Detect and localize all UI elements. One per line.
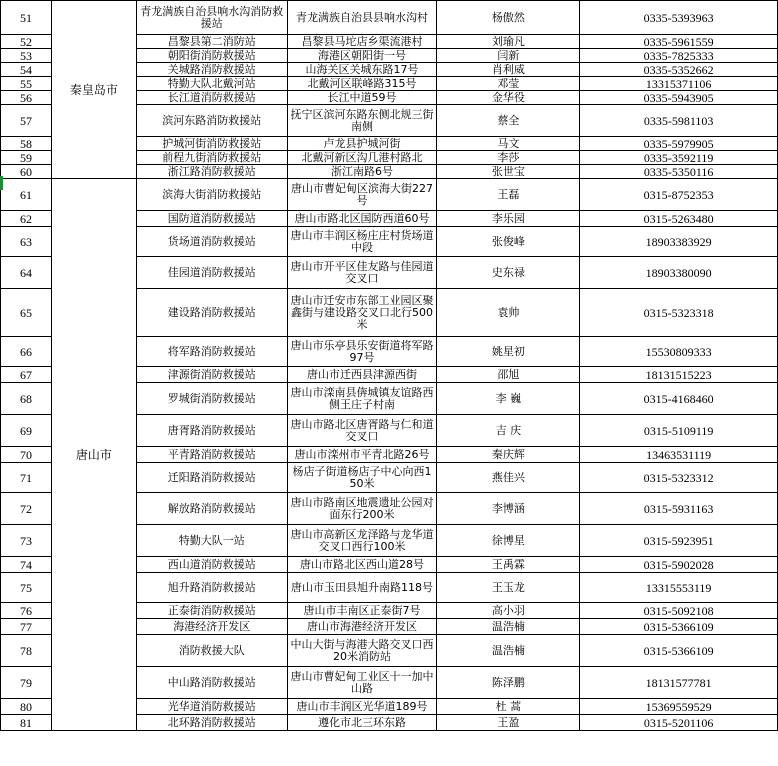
station-name-cell: 朝阳街消防救援站 (136, 49, 287, 63)
phone-cell: 18131577781 (580, 667, 778, 699)
contact-person-cell: 史东禄 (437, 257, 580, 289)
contact-person-cell: 姚星初 (437, 337, 580, 367)
row-number-cell: 54 (1, 63, 52, 77)
address-cell: 唐山市高新区龙泽路与龙华道交叉口西行100米 (287, 525, 437, 557)
contact-person-cell: 杜 蒿 (437, 699, 580, 715)
contact-person-cell: 吉 庆 (437, 415, 580, 447)
station-name-cell: 前程九街消防救援站 (136, 151, 287, 165)
station-name-cell: 平青路消防救援站 (136, 447, 287, 463)
row-number-cell: 81 (1, 715, 52, 731)
station-name-cell: 解放路消防救援站 (136, 493, 287, 525)
phone-cell: 13463531119 (580, 447, 778, 463)
address-cell: 唐山市滦州市平青北路26号 (287, 447, 437, 463)
phone-cell: 18903383929 (580, 227, 778, 257)
row-number-cell: 69 (1, 415, 52, 447)
row-number-cell: 66 (1, 337, 52, 367)
table-body (1, 1, 778, 731)
address-cell: 昌黎县马坨店乡渠流港村 (287, 35, 437, 49)
address-cell: 唐山市海港经济开发区 (287, 619, 437, 635)
contact-person-cell: 邓莹 (437, 77, 580, 91)
address-cell: 唐山市路北区唐胥路与仁和道交叉口 (287, 415, 437, 447)
contact-person-cell: 王盈 (437, 715, 580, 731)
address-cell: 唐山市开平区佳友路与佳园道交叉口 (287, 257, 437, 289)
city-cell: 唐山市 (51, 179, 136, 731)
address-cell: 山海关区关城东路17号 (287, 63, 437, 77)
phone-cell: 0315-5263480 (580, 211, 778, 227)
row-number-cell: 67 (1, 367, 52, 383)
address-cell: 唐山市玉田县旭升南路118号 (287, 573, 437, 603)
contact-person-cell: 王玉龙 (437, 573, 580, 603)
station-name-cell: 特勤大队一站 (136, 525, 287, 557)
contact-person-cell: 袁帅 (437, 289, 580, 337)
contact-person-cell: 陈泽鹏 (437, 667, 580, 699)
row-number-cell: 68 (1, 383, 52, 415)
phone-cell: 0335-5352662 (580, 63, 778, 77)
address-cell: 中山大街与海港大路交叉口西20米消防站 (287, 635, 437, 667)
station-name-cell: 建设路消防救援站 (136, 289, 287, 337)
row-number-cell: 75 (1, 573, 52, 603)
address-cell: 唐山市路南区地震遗址公园对面东行200米 (287, 493, 437, 525)
phone-cell: 0335-5961559 (580, 35, 778, 49)
address-cell: 海港区朝阳街一号 (287, 49, 437, 63)
phone-cell: 0315-5366109 (580, 619, 778, 635)
phone-cell: 0335-5393963 (580, 1, 778, 35)
row-number-cell: 52 (1, 35, 52, 49)
contact-person-cell: 李博涵 (437, 493, 580, 525)
contact-person-cell: 温浩楠 (437, 635, 580, 667)
address-cell: 唐山市迁西县津源西街 (287, 367, 437, 383)
address-cell: 遵化市北三环东路 (287, 715, 437, 731)
phone-cell: 0315-8752353 (580, 179, 778, 211)
station-name-cell: 津源街消防救援站 (136, 367, 287, 383)
address-cell: 唐山市丰润区光华道189号 (287, 699, 437, 715)
address-cell: 长江中道59号 (287, 91, 437, 105)
station-name-cell: 货场道消防救援站 (136, 227, 287, 257)
station-name-cell: 旭升路消防救援站 (136, 573, 287, 603)
station-name-cell: 中山路消防救援站 (136, 667, 287, 699)
address-cell: 唐山市曹妃甸区滨海大街227号 (287, 179, 437, 211)
phone-cell: 0315-5323312 (580, 463, 778, 493)
station-name-cell: 长江道消防救援站 (136, 91, 287, 105)
address-cell: 杨店子街道杨店子中心向西150米 (287, 463, 437, 493)
phone-cell: 15530809333 (580, 337, 778, 367)
contact-person-cell: 肖利威 (437, 63, 580, 77)
row-number-cell: 59 (1, 151, 52, 165)
phone-cell: 0315-5109119 (580, 415, 778, 447)
address-cell: 唐山市丰南区正泰街7号 (287, 603, 437, 619)
row-number-cell: 70 (1, 447, 52, 463)
address-cell: 北戴河区联峰路315号 (287, 77, 437, 91)
contact-person-cell: 高小羽 (437, 603, 580, 619)
row-number-cell: 60 (1, 165, 52, 179)
phone-cell: 13315553119 (580, 573, 778, 603)
station-name-cell: 浙江路消防救援站 (136, 165, 287, 179)
station-name-cell: 唐胥路消防救援站 (136, 415, 287, 447)
address-cell: 唐山市丰润区杨庄庄村货场道中段 (287, 227, 437, 257)
row-number-cell: 80 (1, 699, 52, 715)
phone-cell: 0315-5931163 (580, 493, 778, 525)
contact-person-cell: 王禹霖 (437, 557, 580, 573)
phone-cell: 15369559529 (580, 699, 778, 715)
row-number-cell: 79 (1, 667, 52, 699)
phone-cell: 0315-5323318 (580, 289, 778, 337)
contact-person-cell: 闫新 (437, 49, 580, 63)
station-name-cell: 护城河街消防救援站 (136, 137, 287, 151)
station-name-cell: 西山道消防救援站 (136, 557, 287, 573)
row-selection-marker (0, 176, 3, 190)
contact-person-cell: 李乐园 (437, 211, 580, 227)
phone-cell: 13315371106 (580, 77, 778, 91)
row-number-cell: 62 (1, 211, 52, 227)
row-number-cell: 61 (1, 179, 52, 211)
phone-cell: 0315-5902028 (580, 557, 778, 573)
contact-person-cell: 李 巍 (437, 383, 580, 415)
address-cell: 卢龙县护城河街 (287, 137, 437, 151)
address-cell: 唐山市迁安市东部工业园区聚鑫街与建设路交叉口北行500米 (287, 289, 437, 337)
row-number-cell: 63 (1, 227, 52, 257)
row-number-cell: 56 (1, 91, 52, 105)
phone-cell: 18131515223 (580, 367, 778, 383)
phone-cell: 0335-7825333 (580, 49, 778, 63)
address-cell: 唐山市路北区西山道28号 (287, 557, 437, 573)
phone-cell: 0315-5366109 (580, 635, 778, 667)
phone-cell: 0315-5201106 (580, 715, 778, 731)
station-name-cell: 北环路消防救援站 (136, 715, 287, 731)
row-number-cell: 64 (1, 257, 52, 289)
address-cell: 北戴河新区沟几港村路北 (287, 151, 437, 165)
phone-cell: 0315-5092108 (580, 603, 778, 619)
station-name-cell: 滨河东路消防救援站 (136, 105, 287, 137)
table-row (1, 1, 778, 35)
contact-person-cell: 邵旭 (437, 367, 580, 383)
contact-person-cell: 秦庆辉 (437, 447, 580, 463)
address-cell: 唐山市路北区国防西道60号 (287, 211, 437, 227)
contact-person-cell: 燕佳兴 (437, 463, 580, 493)
row-number-cell: 55 (1, 77, 52, 91)
station-name-cell: 关城路消防救援站 (136, 63, 287, 77)
contact-person-cell: 金华役 (437, 91, 580, 105)
row-number-cell: 76 (1, 603, 52, 619)
row-number-cell: 57 (1, 105, 52, 137)
phone-cell: 0315-5923951 (580, 525, 778, 557)
address-cell: 浙江南路6号 (287, 165, 437, 179)
address-cell: 抚宁区滨河东路东侧北规三街南侧 (287, 105, 437, 137)
phone-cell: 0335-5943905 (580, 91, 778, 105)
row-number-cell: 53 (1, 49, 52, 63)
row-number-cell: 74 (1, 557, 52, 573)
contact-person-cell: 王磊 (437, 179, 580, 211)
contact-person-cell: 张世宝 (437, 165, 580, 179)
station-name-cell: 罗城街消防救援站 (136, 383, 287, 415)
phone-cell: 0335-5979905 (580, 137, 778, 151)
contact-person-cell: 李莎 (437, 151, 580, 165)
row-number-cell: 72 (1, 493, 52, 525)
phone-cell: 0335-5981103 (580, 105, 778, 137)
contact-person-cell: 马文 (437, 137, 580, 151)
row-number-cell: 73 (1, 525, 52, 557)
station-name-cell: 正泰街消防救援站 (136, 603, 287, 619)
city-cell: 秦皇岛市 (51, 1, 136, 179)
phone-cell: 18903380090 (580, 257, 778, 289)
station-name-cell: 滨海大街消防救援站 (136, 179, 287, 211)
station-name-cell: 迁阳路消防救援站 (136, 463, 287, 493)
row-number-cell: 58 (1, 137, 52, 151)
address-cell: 青龙满族自治县县响水沟村 (287, 1, 437, 35)
phone-cell: 0335-3592119 (580, 151, 778, 165)
contact-person-cell: 温浩楠 (437, 619, 580, 635)
station-name-cell: 将军路消防救援站 (136, 337, 287, 367)
station-name-cell: 光华道消防救援站 (136, 699, 287, 715)
table-row (1, 179, 778, 211)
row-number-cell: 78 (1, 635, 52, 667)
station-name-cell: 佳园道消防救援站 (136, 257, 287, 289)
contact-person-cell: 徐博星 (437, 525, 580, 557)
row-number-cell: 65 (1, 289, 52, 337)
station-name-cell: 海港经济开发区 (136, 619, 287, 635)
row-number-cell: 71 (1, 463, 52, 493)
row-number-cell: 77 (1, 619, 52, 635)
station-name-cell: 青龙满族自治县响水沟消防救援站 (136, 1, 287, 35)
address-cell: 唐山市滦南县倴城镇友谊路西侧王庄子村南 (287, 383, 437, 415)
phone-cell: 0315-4168460 (580, 383, 778, 415)
row-number-cell: 51 (1, 1, 52, 35)
station-name-cell: 国防道消防救援站 (136, 211, 287, 227)
contact-person-cell: 杨傲然 (437, 1, 580, 35)
address-cell: 唐山市乐亭县乐安街道将军路97号 (287, 337, 437, 367)
station-name-cell: 消防救援大队 (136, 635, 287, 667)
contact-person-cell: 刘瑜凡 (437, 35, 580, 49)
station-name-cell: 昌黎县第二消防站 (136, 35, 287, 49)
contact-person-cell: 张俊峰 (437, 227, 580, 257)
contact-person-cell: 蔡全 (437, 105, 580, 137)
address-cell: 唐山市曹妃甸工业区十一加中山路 (287, 667, 437, 699)
station-name-cell: 特勤大队北戴河站 (136, 77, 287, 91)
phone-cell: 0335-5350116 (580, 165, 778, 179)
